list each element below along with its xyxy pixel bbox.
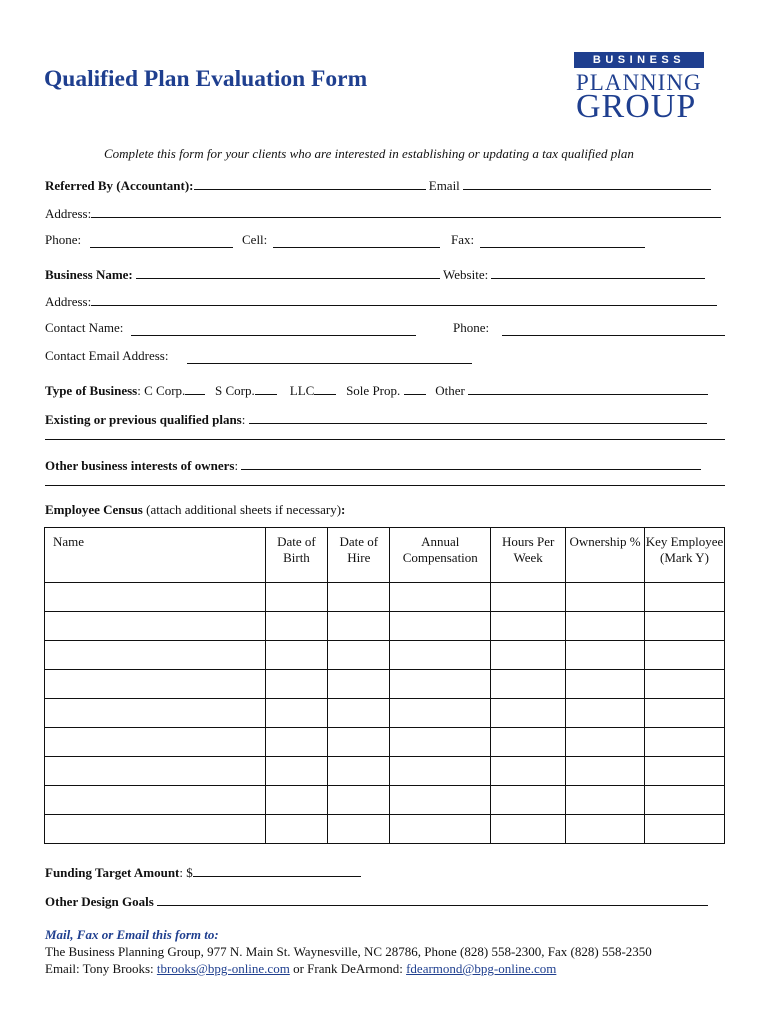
cell-hours-per-week[interactable] xyxy=(491,757,566,786)
address-row xyxy=(45,205,721,222)
other-interests-continuation-line[interactable] xyxy=(45,485,725,486)
cell-key-employee[interactable] xyxy=(645,641,725,670)
cell-annual-compensation[interactable] xyxy=(390,670,491,699)
business-name-row xyxy=(45,266,705,283)
cell-date-of-hire[interactable] xyxy=(328,583,390,612)
header-date-of-hire: Date of Hire xyxy=(328,528,390,583)
business-name-field[interactable] xyxy=(136,266,440,279)
header-date-of-birth: Date of Birth xyxy=(265,528,328,583)
census-note: (attach additional sheets if necessary) xyxy=(146,502,342,517)
cell-date-of-hire[interactable] xyxy=(328,757,390,786)
cell-name[interactable] xyxy=(45,670,266,699)
cell-annual-compensation[interactable] xyxy=(390,612,491,641)
header-ownership: Ownership % xyxy=(566,528,645,583)
cell-key-employee[interactable] xyxy=(645,786,725,815)
table-row xyxy=(45,757,725,786)
contact-email-field[interactable] xyxy=(187,351,472,364)
email-link-tbrooks[interactable]: tbrooks@bpg-online.com xyxy=(156,961,290,976)
type-of-business-label: Type of Business xyxy=(45,383,138,398)
cell-name[interactable] xyxy=(45,728,266,757)
cell-ownership[interactable] xyxy=(566,757,645,786)
form-title: Qualified Plan Evaluation Form xyxy=(44,66,368,92)
cell-date-of-birth[interactable] xyxy=(265,583,328,612)
cell-name[interactable] xyxy=(45,583,266,612)
existing-plans-label: Existing or previous qualified plans xyxy=(45,412,242,427)
cell-ownership[interactable] xyxy=(566,815,645,844)
table-row xyxy=(45,612,725,641)
cell-hours-per-week[interactable] xyxy=(491,612,566,641)
type-option-s-corp: S Corp. xyxy=(215,383,255,398)
cell-date-of-hire[interactable] xyxy=(328,670,390,699)
table-row xyxy=(45,699,725,728)
other-interests-row: Other business interests of owners: xyxy=(45,457,701,474)
referred-by-field[interactable] xyxy=(194,177,426,190)
referred-by-row xyxy=(45,177,711,194)
phone-field[interactable] xyxy=(90,235,233,248)
sole-prop-checkfield[interactable] xyxy=(404,382,426,395)
cell-date-of-birth[interactable] xyxy=(265,786,328,815)
referred-by-label: Referred By (Accountant): xyxy=(45,178,194,193)
type-option-sole-prop: Sole Prop. xyxy=(346,383,401,398)
cell-hours-per-week[interactable] xyxy=(491,728,566,757)
cell-hours-per-week[interactable] xyxy=(491,815,566,844)
cell-date-of-birth[interactable] xyxy=(265,699,328,728)
cell-key-employee[interactable] xyxy=(645,612,725,641)
cell-date-of-birth[interactable] xyxy=(265,641,328,670)
s-corp-checkfield[interactable] xyxy=(255,382,277,395)
other-goals-field[interactable] xyxy=(157,893,708,906)
cell-name[interactable] xyxy=(45,641,266,670)
c-corp-checkfield[interactable] xyxy=(185,382,205,395)
cell-date-of-hire[interactable] xyxy=(328,815,390,844)
other-type-field[interactable] xyxy=(468,382,708,395)
cell-annual-compensation[interactable] xyxy=(390,641,491,670)
form-subtitle: Complete this form for your clients who are interested in establishing or updating a tax qualified plan xyxy=(104,146,634,161)
cell-hours-per-week[interactable] xyxy=(491,583,566,612)
cell-name[interactable] xyxy=(45,612,266,641)
cell-name[interactable] xyxy=(45,757,266,786)
table-row xyxy=(45,641,725,670)
cell-date-of-birth[interactable] xyxy=(265,728,328,757)
census-header-row xyxy=(45,528,725,583)
cell-date-of-hire[interactable] xyxy=(328,699,390,728)
type-option-llc: LLC xyxy=(289,383,315,398)
cell-key-employee[interactable] xyxy=(645,815,725,844)
footer-email-prefix: Email: Tony Brooks: xyxy=(45,961,157,976)
cell-name[interactable] xyxy=(45,815,266,844)
footer-email-mid: or Frank DeArmond: xyxy=(289,961,407,976)
footer-heading: Mail, Fax or Email this form to: xyxy=(45,927,219,942)
cell-name[interactable] xyxy=(45,699,266,728)
cell-date-of-hire[interactable] xyxy=(328,786,390,815)
funding-dollar-sign: $ xyxy=(186,865,193,880)
existing-plans-field[interactable] xyxy=(249,411,707,424)
type-of-business-row: Type of Business: C Corp. S Corp. LLC Sole Prop. Other xyxy=(45,382,708,399)
table-row xyxy=(45,786,725,815)
logo-planning: PLANNING xyxy=(576,70,702,95)
website-label: Website: xyxy=(443,267,489,282)
cell-name[interactable] xyxy=(45,786,266,815)
cell-hours-per-week[interactable] xyxy=(491,641,566,670)
cell-date-of-hire[interactable] xyxy=(328,612,390,641)
cell-ownership[interactable] xyxy=(566,786,645,815)
cell-annual-compensation[interactable] xyxy=(390,757,491,786)
cell-ownership[interactable] xyxy=(566,670,645,699)
funding-target-row: Funding Target Amount: $ xyxy=(45,864,361,881)
logo-business: BUSINESS xyxy=(574,52,704,68)
llc-checkfield[interactable] xyxy=(314,382,336,395)
cell-key-employee[interactable] xyxy=(645,583,725,612)
footer-email-row xyxy=(45,961,556,977)
cell-date-of-hire[interactable] xyxy=(328,728,390,757)
email-link-fdearmond[interactable]: fdearmond@bpg-online.com xyxy=(406,961,557,976)
business-address-row xyxy=(45,293,717,310)
cell-hours-per-week[interactable] xyxy=(491,670,566,699)
email-label: Email xyxy=(428,178,460,193)
cell-date-of-birth[interactable] xyxy=(265,612,328,641)
table-row xyxy=(45,728,725,757)
header-key-employee: Key Employee (Mark Y) xyxy=(645,528,725,583)
address-field[interactable] xyxy=(91,205,721,218)
phone-label: Phone: xyxy=(45,232,82,247)
footer-address: The Business Planning Group, 977 N. Main St. Waynesville, NC 28786, Phone (828) 558-2300, Fax (828) 558-2350 xyxy=(45,944,652,959)
cell-annual-compensation[interactable] xyxy=(390,699,491,728)
cell-key-employee[interactable] xyxy=(645,728,725,757)
cell-date-of-hire[interactable] xyxy=(328,641,390,670)
cell-ownership[interactable] xyxy=(566,641,645,670)
cell-key-employee[interactable] xyxy=(645,699,725,728)
cell-ownership[interactable] xyxy=(566,699,645,728)
cell-date-of-birth[interactable] xyxy=(265,815,328,844)
cell-field[interactable] xyxy=(273,235,440,248)
existing-plans-row: Existing or previous qualified plans: xyxy=(45,411,707,428)
cell-ownership[interactable] xyxy=(566,728,645,757)
type-option-c-corp: C Corp. xyxy=(144,383,186,398)
other-interests-field[interactable] xyxy=(241,457,701,470)
funding-target-label: Funding Target Amount xyxy=(45,865,180,880)
fax-field[interactable] xyxy=(480,235,645,248)
cell-annual-compensation[interactable] xyxy=(390,728,491,757)
funding-target-field[interactable] xyxy=(193,864,361,877)
website-field[interactable] xyxy=(491,266,705,279)
business-address-label: Address: xyxy=(45,294,92,309)
cell-hours-per-week[interactable] xyxy=(491,786,566,815)
cell-annual-compensation[interactable] xyxy=(390,583,491,612)
census-label: Employee Census xyxy=(45,502,143,517)
census-row: Employee Census (attach additional sheets if necessary): xyxy=(45,502,346,517)
table-row xyxy=(45,815,725,844)
contact-name-field[interactable] xyxy=(131,323,416,336)
business-name-label: Business Name: xyxy=(45,267,133,282)
table-row xyxy=(45,583,725,612)
cell-date-of-birth[interactable] xyxy=(265,670,328,699)
header-hours-per-week: Hours Per Week xyxy=(491,528,566,583)
contact-email-label: Contact Email Address: xyxy=(45,348,169,363)
cell-label: Cell: xyxy=(242,232,268,247)
cell-ownership[interactable] xyxy=(566,612,645,641)
cell-ownership[interactable] xyxy=(566,583,645,612)
header-name: Name xyxy=(45,528,266,583)
business-address-field[interactable] xyxy=(91,293,717,306)
cell-hours-per-week[interactable] xyxy=(491,699,566,728)
address-label: Address: xyxy=(45,206,92,221)
contact-name-label: Contact Name: xyxy=(45,320,124,335)
other-goals-label: Other Design Goals xyxy=(45,894,154,909)
cell-annual-compensation[interactable] xyxy=(390,786,491,815)
cell-key-employee[interactable] xyxy=(645,670,725,699)
logo-group: GROUP xyxy=(576,88,697,125)
other-interests-label: Other business interests of owners xyxy=(45,458,235,473)
type-option-other: Other xyxy=(435,383,465,398)
cell-annual-compensation[interactable] xyxy=(390,815,491,844)
contact-phone-label: Phone: xyxy=(453,320,490,335)
employee-census-table xyxy=(44,527,725,844)
cell-date-of-birth[interactable] xyxy=(265,757,328,786)
fax-label: Fax: xyxy=(451,232,475,247)
email-field[interactable] xyxy=(463,177,711,190)
contact-phone-field[interactable] xyxy=(502,323,725,336)
table-row xyxy=(45,670,725,699)
other-goals-row xyxy=(45,893,708,910)
cell-key-employee[interactable] xyxy=(645,757,725,786)
header-annual-compensation: Annual Compensation xyxy=(390,528,491,583)
existing-plans-continuation-line[interactable] xyxy=(45,439,725,440)
